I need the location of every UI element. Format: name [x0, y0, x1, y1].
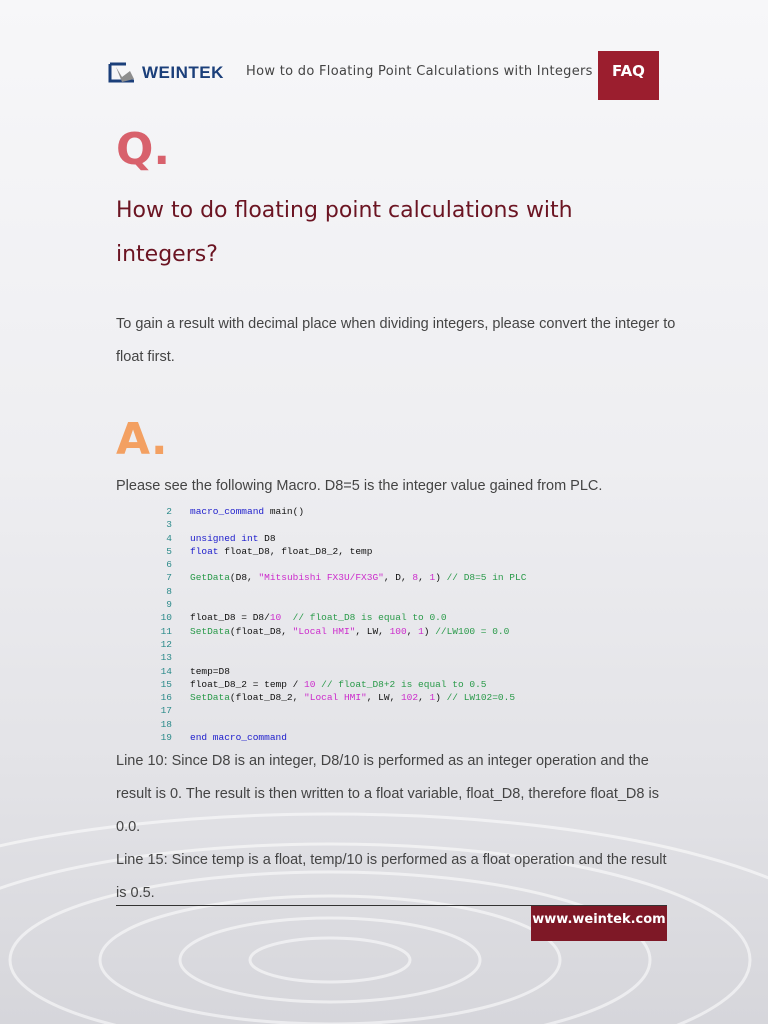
code-line-number: 18 [160, 718, 172, 730]
code-token: , D, [383, 572, 413, 584]
code-token: , [406, 625, 419, 637]
code-line [150, 585, 526, 598]
code-token: SetData [190, 692, 230, 704]
code-line-number: 17 [160, 705, 172, 717]
code-line [150, 505, 526, 518]
code-token: macro_command [190, 506, 265, 517]
answer-marker: A. [116, 414, 168, 465]
code-token: D8 [258, 532, 276, 544]
code-token: ) [423, 625, 436, 637]
code-line [150, 611, 526, 624]
code-line-number: 19 [160, 732, 172, 744]
code-line-number: 16 [160, 692, 172, 704]
code-line-number: 2 [166, 506, 172, 517]
question-title: How to do floating point calculations with integers? [116, 198, 573, 267]
answer-intro: Please see the following Macro. D8=5 is the integer value gained from PLC. [116, 478, 603, 494]
logo-text: WEINTEK [142, 63, 224, 82]
code-token: main() [264, 506, 305, 517]
explanation-line-15: Line 15: Since temp is a float, temp/10 is performed as a float operation and the result is 0.5. [116, 852, 667, 901]
code-token: 10 [304, 678, 316, 690]
code-line-number: 9 [166, 599, 172, 611]
code-line-number: 7 [166, 572, 172, 584]
question-body: To gain a result with decimal place when dividing integers, please convert the integer to float first. [116, 316, 676, 365]
code-token: , LW, [355, 625, 390, 637]
code-line [150, 625, 526, 638]
code-token: temp=D8 [190, 665, 230, 677]
code-token: float_D8 = D8/ [190, 612, 270, 624]
code-token: unsigned int [190, 532, 259, 544]
code-line [150, 678, 526, 691]
code-line-number: 13 [160, 652, 172, 664]
code-line-number: 3 [166, 519, 172, 531]
code-token: , LW, [366, 692, 401, 704]
faq-badge: FAQ [598, 51, 659, 100]
explanation-line-10: Line 10: Since D8 is an integer, D8/10 is performed as an integer operation and the result is 0. The result is then written to a float variable, float_D8, therefore float_D8 is 0.0. [116, 753, 659, 835]
code-token: 1 [418, 625, 424, 637]
code-line [150, 571, 526, 584]
code-token: GetData [190, 572, 230, 584]
code-token: float_D8_2 = temp / [190, 678, 305, 690]
code-line [150, 718, 526, 731]
code-line [150, 638, 526, 651]
code-line [150, 691, 526, 704]
code-token: // float_D8 is equal to 0.0 [292, 612, 447, 624]
code-token: "Mitsubishi FX3U/FX3G" [258, 572, 384, 584]
code-token: SetData [190, 625, 230, 637]
code-token [281, 611, 292, 624]
code-line-number: 14 [160, 665, 172, 677]
code-token: // float_D8+2 is equal to 0.5 [321, 678, 487, 690]
code-line [150, 598, 526, 611]
code-line-number: 6 [166, 559, 172, 571]
code-token: float_D8, float_D8_2, temp [218, 545, 373, 557]
code-token: 1 [429, 572, 436, 584]
code-line-number: 8 [166, 585, 172, 597]
weintek-logo-icon [108, 61, 138, 85]
code-line-number: 12 [160, 638, 172, 650]
code-line [150, 545, 526, 558]
answer-explanation [116, 745, 676, 910]
code-line [150, 651, 526, 664]
code-token: , [418, 692, 430, 704]
code-token: 1 [429, 692, 436, 704]
code-token: (D8, [229, 572, 259, 584]
code-token: (float_D8, [229, 625, 293, 637]
weintek-logo [108, 60, 224, 86]
code-token: // LW102=0.5 [446, 692, 516, 704]
code-line-number: 5 [166, 545, 172, 557]
code-token: // D8=5 in PLC [446, 572, 527, 584]
code-token: float [190, 545, 219, 557]
code-line-number: 4 [166, 532, 172, 544]
code-token: "Local HMI" [292, 625, 356, 637]
code-line [150, 665, 526, 678]
question-marker: Q. [116, 124, 171, 175]
code-token: , [418, 572, 430, 584]
macro-code-block [150, 505, 526, 744]
code-line [150, 518, 526, 531]
code-line [150, 704, 526, 717]
code-token: "Local HMI" [304, 692, 367, 704]
header-title: How to do Floating Point Calculations with Integers [246, 64, 593, 79]
code-line [150, 731, 526, 744]
code-token: 100 [389, 625, 407, 637]
code-token: (float_D8_2, [229, 692, 305, 704]
code-token: end macro_command [190, 732, 287, 744]
code-token: ) [435, 692, 447, 704]
code-line [150, 558, 526, 571]
code-token: ) [435, 572, 447, 584]
code-line-number: 11 [160, 625, 172, 637]
code-line [150, 532, 526, 545]
code-token: //LW100 = 0.0 [435, 625, 510, 637]
code-line-number: 10 [160, 612, 172, 624]
code-token: 102 [400, 692, 419, 704]
code-token: 10 [269, 612, 282, 624]
website-link[interactable]: www.weintek.com [531, 906, 667, 941]
code-line-number: 15 [160, 678, 172, 690]
code-token: 8 [412, 572, 419, 584]
